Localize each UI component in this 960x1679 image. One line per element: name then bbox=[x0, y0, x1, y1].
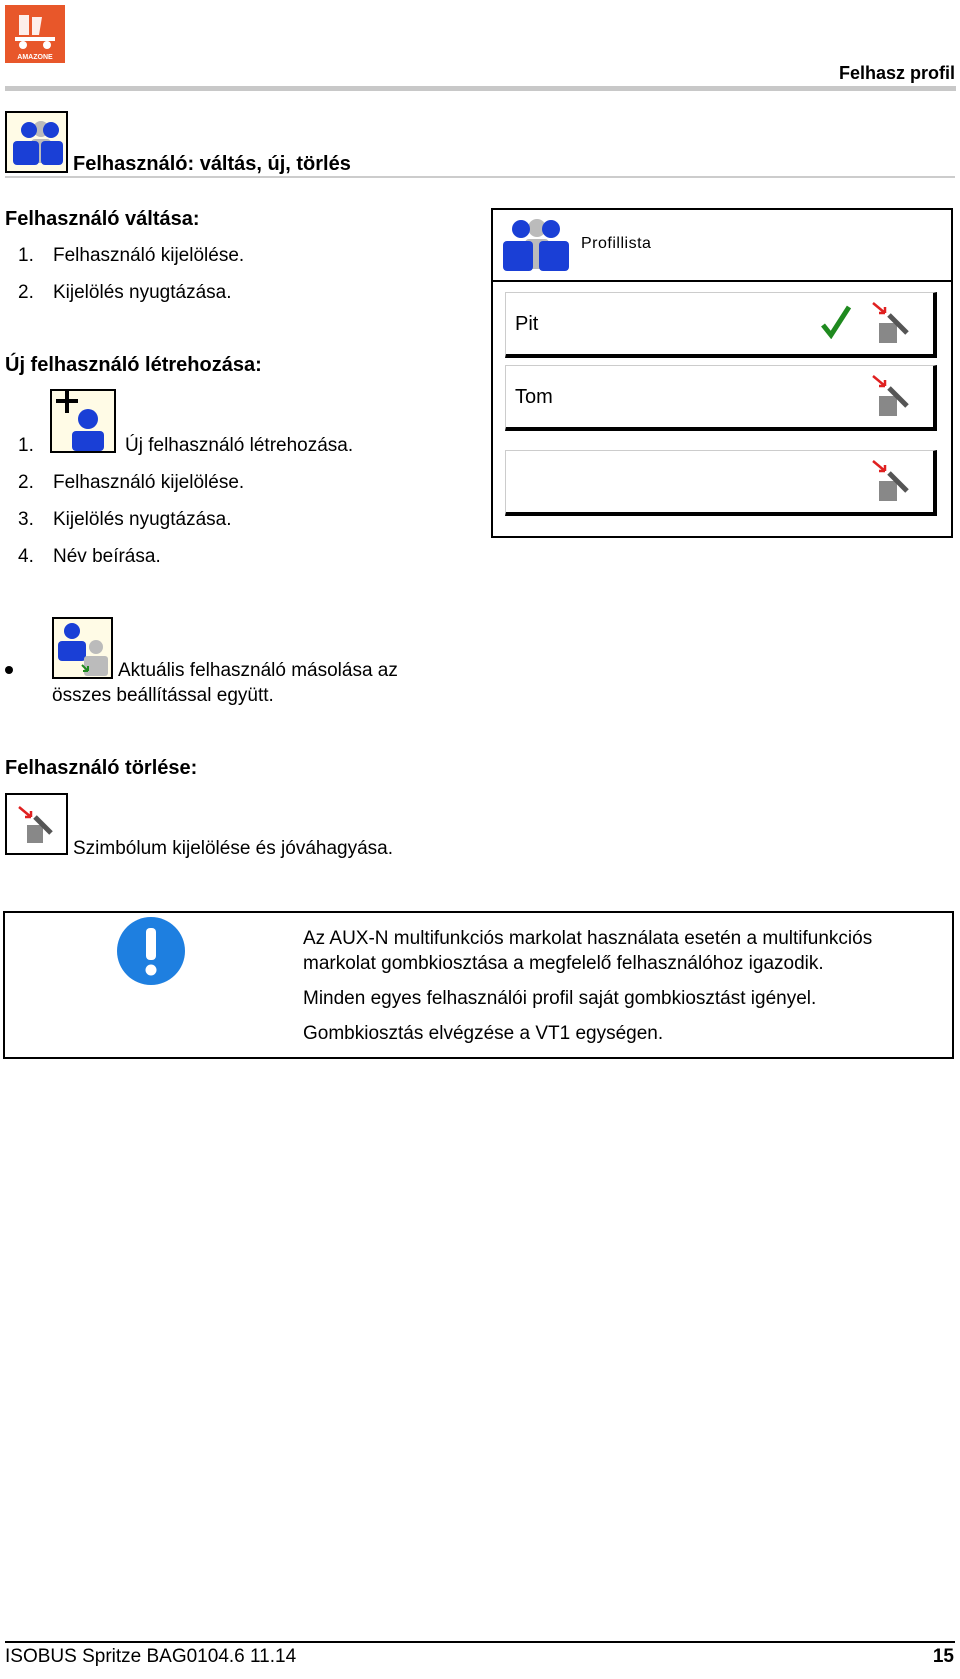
users-icon bbox=[5, 111, 68, 173]
panel-divider bbox=[493, 280, 951, 282]
list-item: 4. Név beírása. bbox=[18, 546, 161, 567]
list-item: 3. Kijelölés nyugtázása. bbox=[18, 509, 232, 530]
list-item: 1. Új felhasználó létrehozása. bbox=[18, 435, 354, 456]
section-title: Felhasználó: váltás, új, törlés bbox=[73, 153, 351, 175]
amazone-logo bbox=[5, 5, 65, 63]
copy-user-text-line2: összes beállítással együtt. bbox=[52, 685, 274, 706]
bullet bbox=[5, 666, 13, 674]
footer-page-number: 15 bbox=[932, 1646, 954, 1667]
profile-name: Tom bbox=[515, 386, 553, 408]
list-item: 2. Kijelölés nyugtázása. bbox=[18, 282, 232, 303]
delete-user-icon[interactable] bbox=[871, 301, 911, 350]
header-divider bbox=[5, 86, 956, 91]
profile-list-users-icon bbox=[499, 214, 571, 279]
new-user-steps bbox=[5, 427, 353, 575]
exclamation-icon bbox=[116, 916, 186, 991]
logo-wordmark: AMAZONE bbox=[17, 54, 53, 61]
delete-user-icon[interactable] bbox=[871, 374, 911, 423]
delete-user-heading: Felhasználó törlése: bbox=[5, 757, 198, 779]
notice-box bbox=[3, 911, 954, 1059]
profile-row-empty[interactable] bbox=[505, 450, 937, 516]
profile-row-pit[interactable] bbox=[505, 292, 937, 358]
profile-list-panel bbox=[491, 208, 953, 538]
list-item: 2. Felhasználó kijelölése. bbox=[18, 472, 245, 493]
profile-name: Pit bbox=[515, 313, 539, 335]
footer-divider bbox=[5, 1641, 955, 1643]
switch-user-heading: Felhasználó váltása: bbox=[5, 208, 200, 230]
switch-user-steps bbox=[5, 237, 244, 311]
notice-paragraph-3: Gombkiosztás elvégzése a VT1 egységen. bbox=[303, 1023, 664, 1044]
page-header-title: Felhasz profil bbox=[838, 63, 955, 83]
copy-user-icon bbox=[52, 617, 113, 679]
new-user-heading: Új felhasználó létrehozása: bbox=[5, 354, 262, 376]
delete-user-text: Szimbólum kijelölése és jóváhagyása. bbox=[73, 838, 393, 859]
profile-list-title: Profillista bbox=[581, 235, 652, 252]
delete-user-icon[interactable] bbox=[871, 459, 911, 508]
checkmark-icon bbox=[821, 305, 851, 344]
profile-row-tom[interactable] bbox=[505, 365, 937, 431]
section-divider bbox=[5, 176, 955, 178]
footer-document-id: ISOBUS Spritze BAG0104.6 11.14 bbox=[5, 1646, 297, 1667]
copy-user-text-line1: Aktuális felhasználó másolása az bbox=[118, 660, 398, 681]
notice-paragraph-1: Az AUX-N multifunkciós markolat használata esetén a multifunkciós markolat gombkiosztása a megfelelő felhasználóhoz igazodik. bbox=[303, 928, 873, 974]
list-item: 1. Felhasználó kijelölése. bbox=[18, 245, 245, 266]
notice-paragraph-2: Minden egyes felhasználói profil saját gombkiosztást igényel. bbox=[303, 988, 817, 1009]
delete-symbol-icon bbox=[5, 793, 68, 855]
